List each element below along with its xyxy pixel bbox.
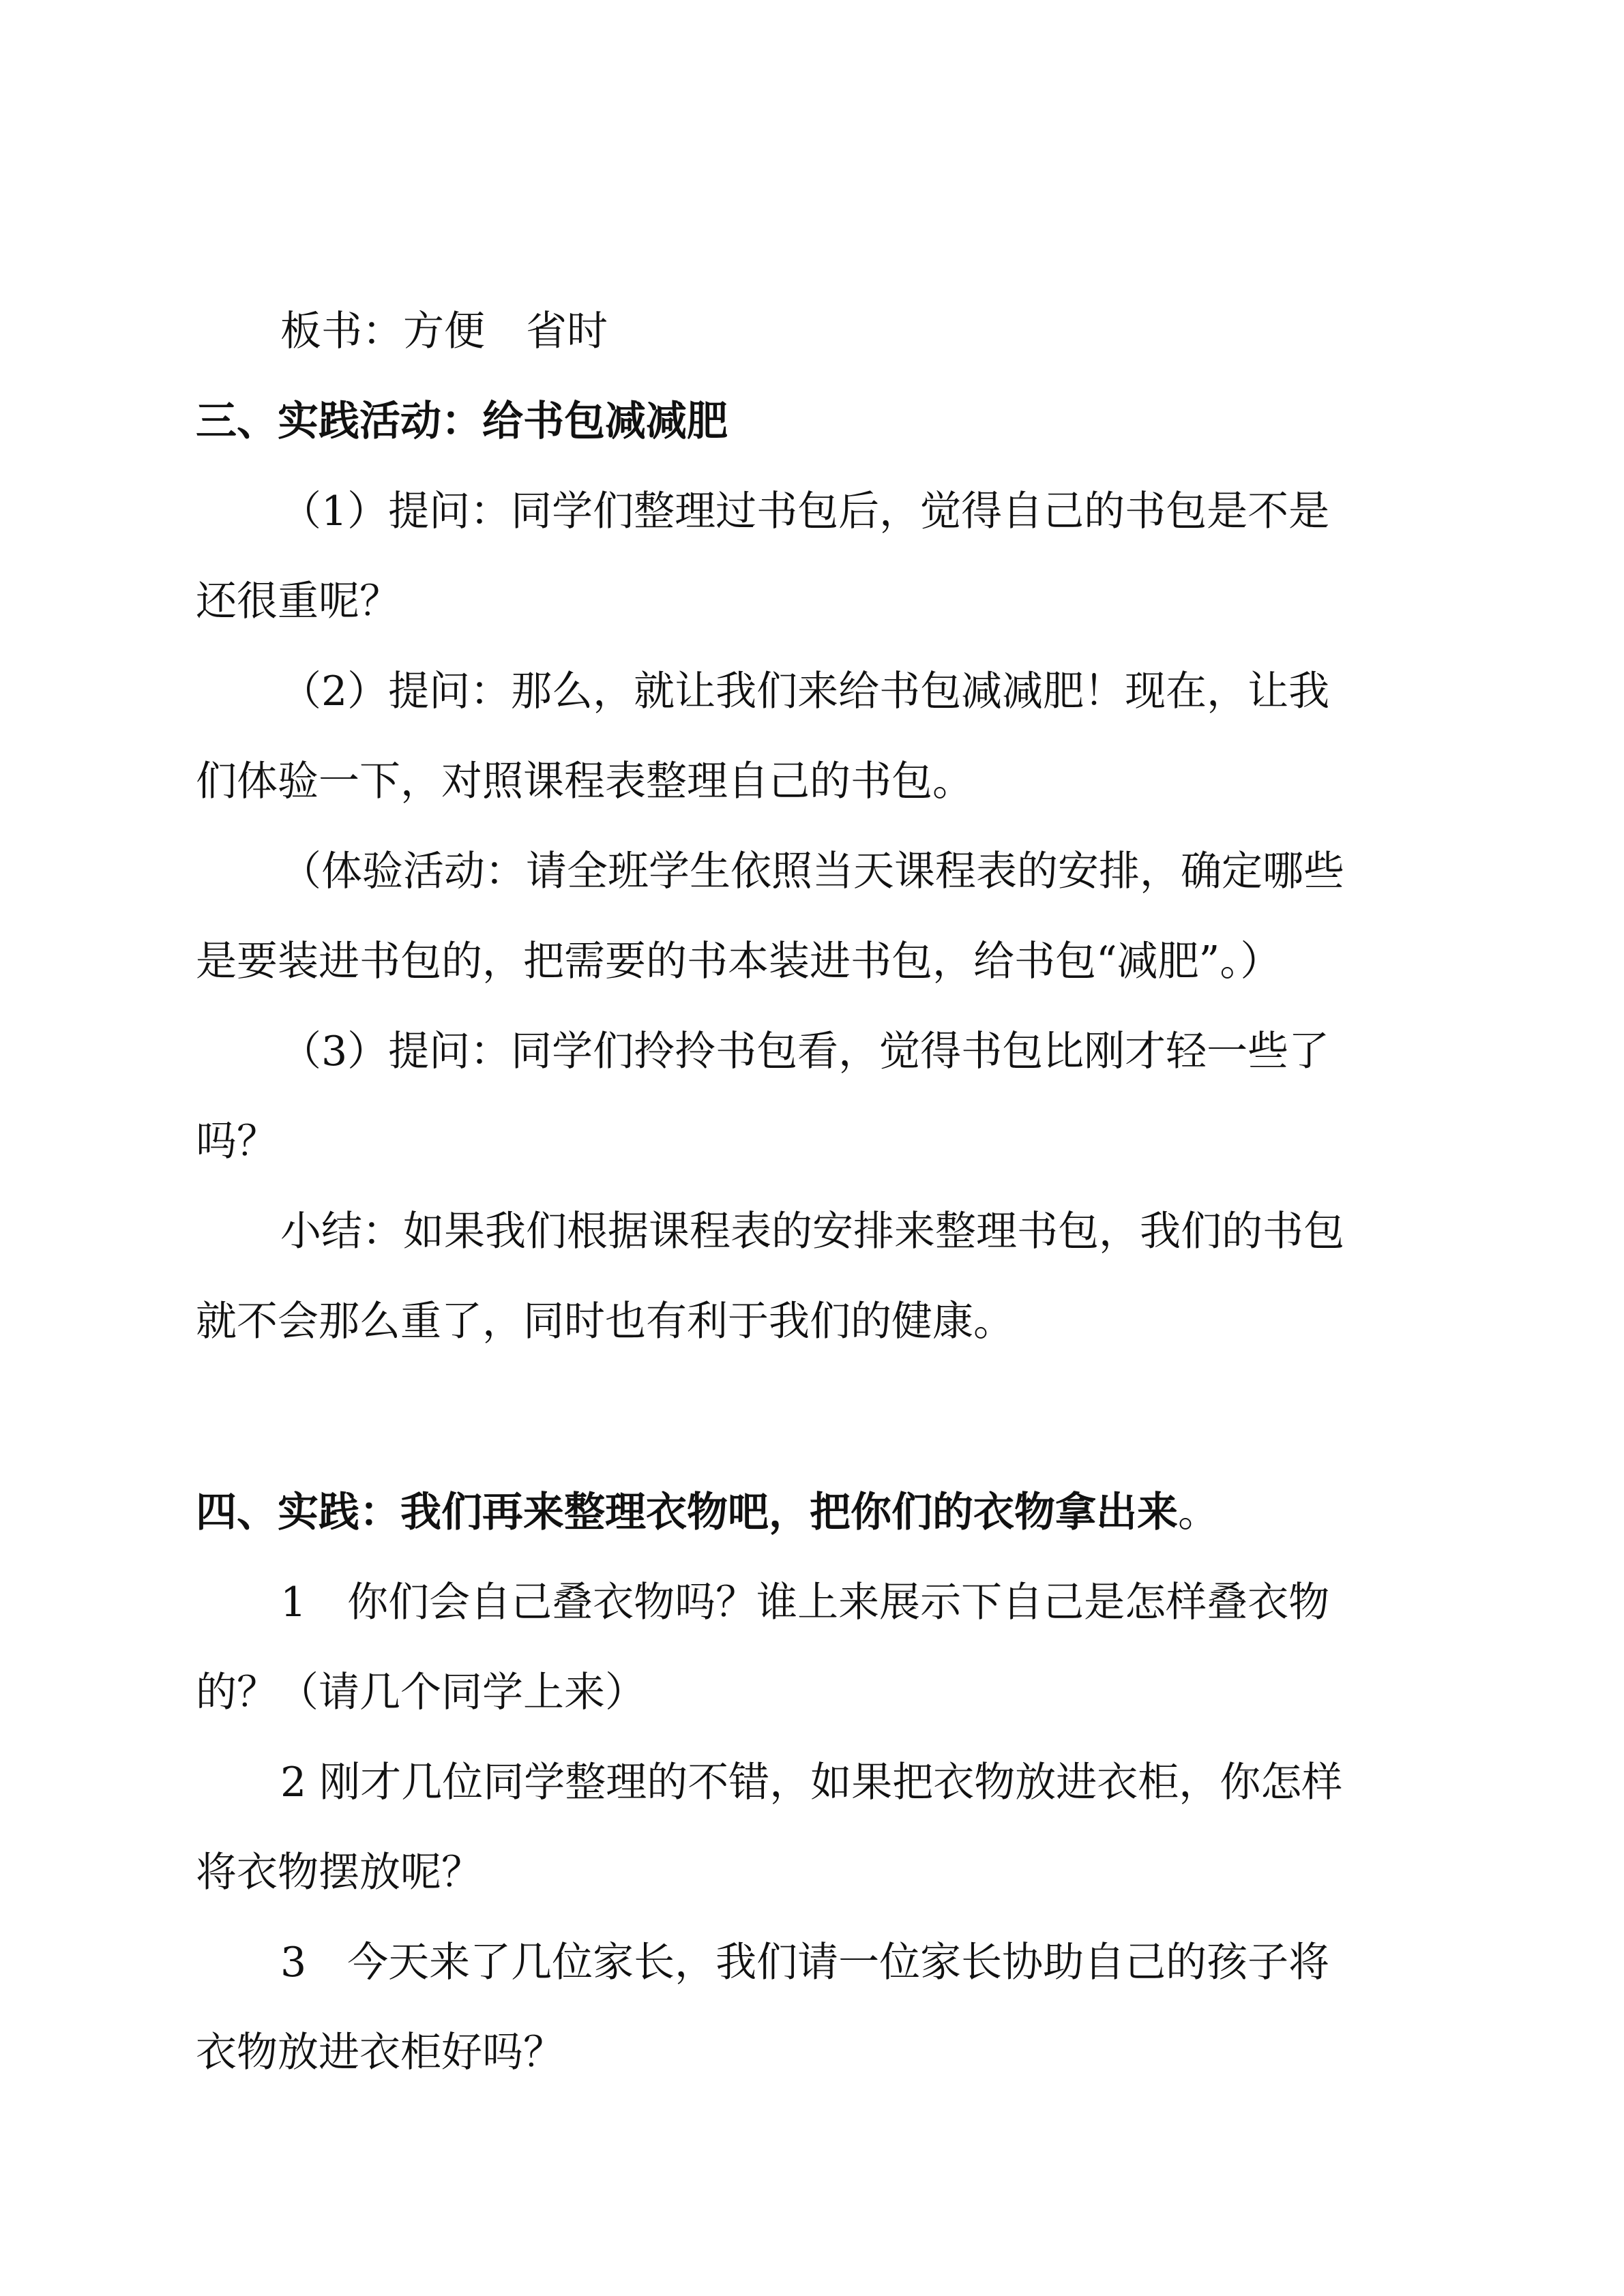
question-1-line-2: 还很重呢？ (196, 578, 400, 625)
question-3-line-2: 吗？ (196, 1118, 278, 1165)
question-2-line-2: 们体验一下，对照课程表整理自己的书包。 (196, 758, 973, 805)
item-1-line-1: 1 你们会自己叠衣物吗？谁上来展示下自己是怎样叠衣物 (280, 1579, 1330, 1626)
activity-line-1: （体验活动：请全班学生依照当天课程表的安排，确定哪些 (280, 848, 1344, 895)
summary-line-1: 小结：如果我们根据课程表的安排来整理书包，我们的书包 (280, 1208, 1344, 1255)
question-2-line-1: （2）提问：那么，就让我们来给书包减减肥！现在，让我 (280, 668, 1330, 715)
item-2-line-2: 将衣物摆放呢？ (196, 1849, 482, 1896)
question-1-line-1: （1）提问：同学们整理过书包后，觉得自己的书包是不是 (280, 488, 1330, 535)
activity-line-2: 是要装进书包的，把需要的书本装进书包，给书包“减肥”。） (196, 938, 1282, 985)
summary-line-2: 就不会那么重了，同时也有利于我们的健康。 (196, 1298, 1014, 1345)
item-2-line-1: 2 刚才几位同学整理的不错，如果把衣物放进衣柜，你怎样 (280, 1759, 1343, 1806)
item-1-line-2: 的？（请几个同学上来） (196, 1669, 646, 1716)
item-3-line-1: 3 今天来了几位家长，我们请一位家长协助自己的孩子将 (280, 1939, 1330, 1986)
question-3-line-1: （3）提问：同学们拎拎书包看，觉得书包比刚才轻一些了 (280, 1028, 1330, 1075)
document-body (196, 286, 1430, 2098)
paragraph-gap (196, 1367, 1430, 1467)
section-4-heading-text: 四、实践：我们再来整理衣物吧，把你们的衣物拿出来 (196, 1489, 1178, 1536)
section-4-heading (196, 1467, 1430, 1557)
board-note: 板书：方便 省时 (280, 308, 608, 355)
item-3-line-2: 衣物放进衣柜好吗？ (196, 2029, 564, 2076)
section-3-heading: 三、实践活动：给书包减减肥 (196, 398, 728, 445)
section-4-heading-end: 。 (1178, 1489, 1219, 1536)
